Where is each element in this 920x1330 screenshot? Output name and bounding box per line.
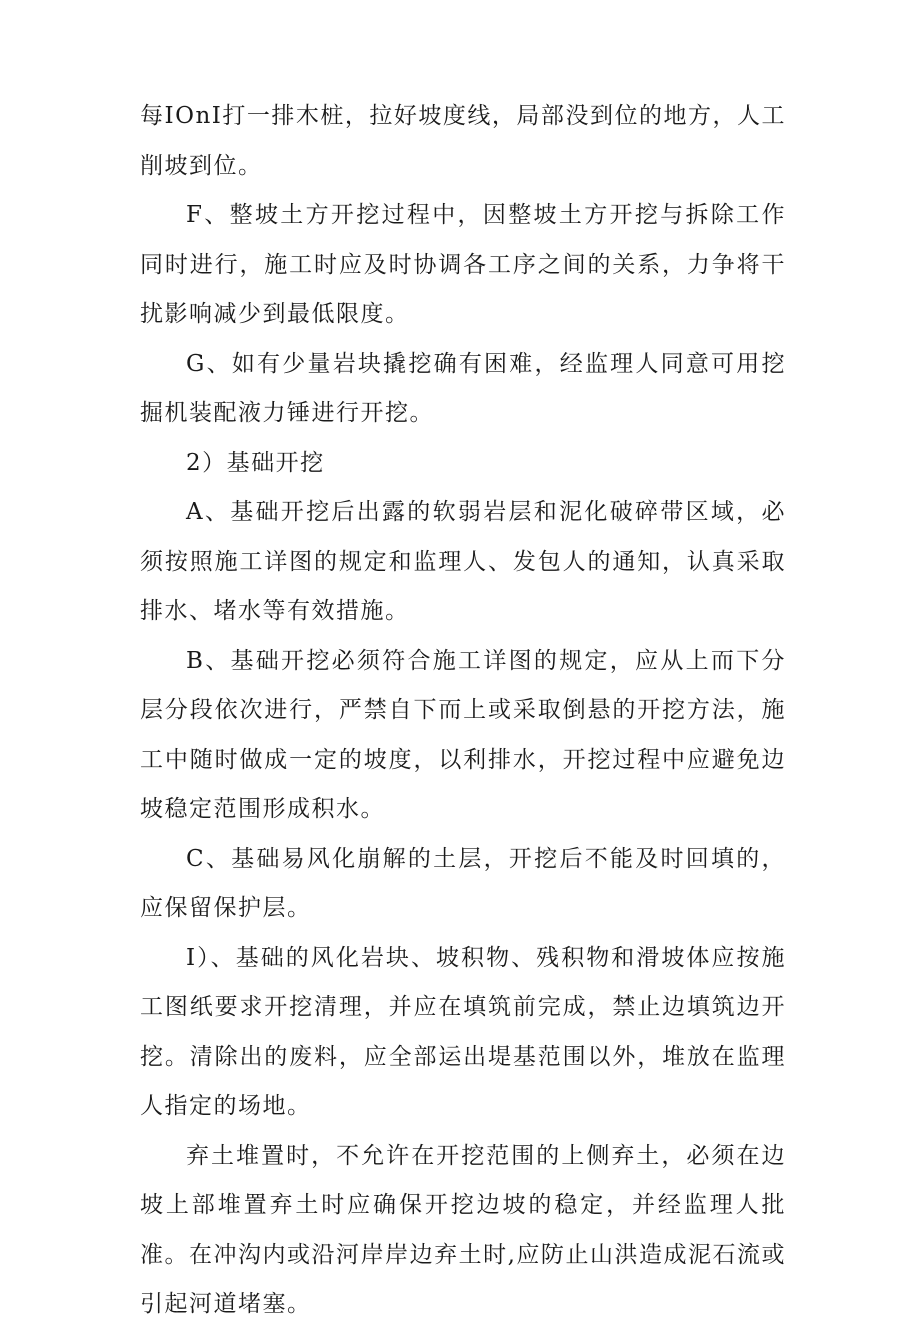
- section-heading-foundation-excavation: 2）基础开挖: [186, 449, 325, 476]
- document-page: [140, 92, 786, 1330]
- paragraph-spoil-disposal: 弃土堆置时，不允许在开挖范围的上侧弃土，必须在边坡上部堆置弃土时应确保开挖边坡的稳定，并经监理人批准。在冲沟内或沿河岸岸边弃土时,应防止山洪造成泥石流或引起河道堵塞。: [140, 1142, 786, 1317]
- paragraph-item-b: B、基础开挖必须符合施工详图的规定，应从上而下分层分段依次进行，严禁自下而上或采取倒悬的开挖方法，施工中随时做成一定的坡度，以利排水，开挖过程中应避免边坡稳定范围形成积水。: [140, 647, 786, 822]
- paragraph-stake-line: 每IOnI打一排木桩，拉好坡度线，局部没到位的地方，人工削坡到位。: [140, 103, 786, 179]
- paragraph-item-c: C、基础易风化崩解的土层，开挖后不能及时回填的，应保留保护层。: [140, 845, 786, 921]
- paragraph-item-f: F、整坡土方开挖过程中，因整坡土方开挖与拆除工作同时进行，施工时应及时协调各工序之间的关系，力争将干扰影响减少到最低限度。: [140, 202, 786, 327]
- paragraph-item-i: I）、基础的风化岩块、坡积物、残积物和滑坡体应按施工图纸要求开挖清理，并应在填筑前完成，禁止边填筑边开挖。清除出的废料，应全部运出堤基范围以外，堆放在监理人指定的场地。: [140, 944, 786, 1119]
- paragraph-item-a: A、基础开挖后出露的软弱岩层和泥化破碎带区域，必须按照施工详图的规定和监理人、发包人的通知，认真采取排水、堵水等有效措施。: [140, 499, 786, 624]
- paragraph-item-g: G、如有少量岩块撬挖确有困难，经监理人同意可用挖掘机装配液力锤进行开挖。: [140, 350, 786, 426]
